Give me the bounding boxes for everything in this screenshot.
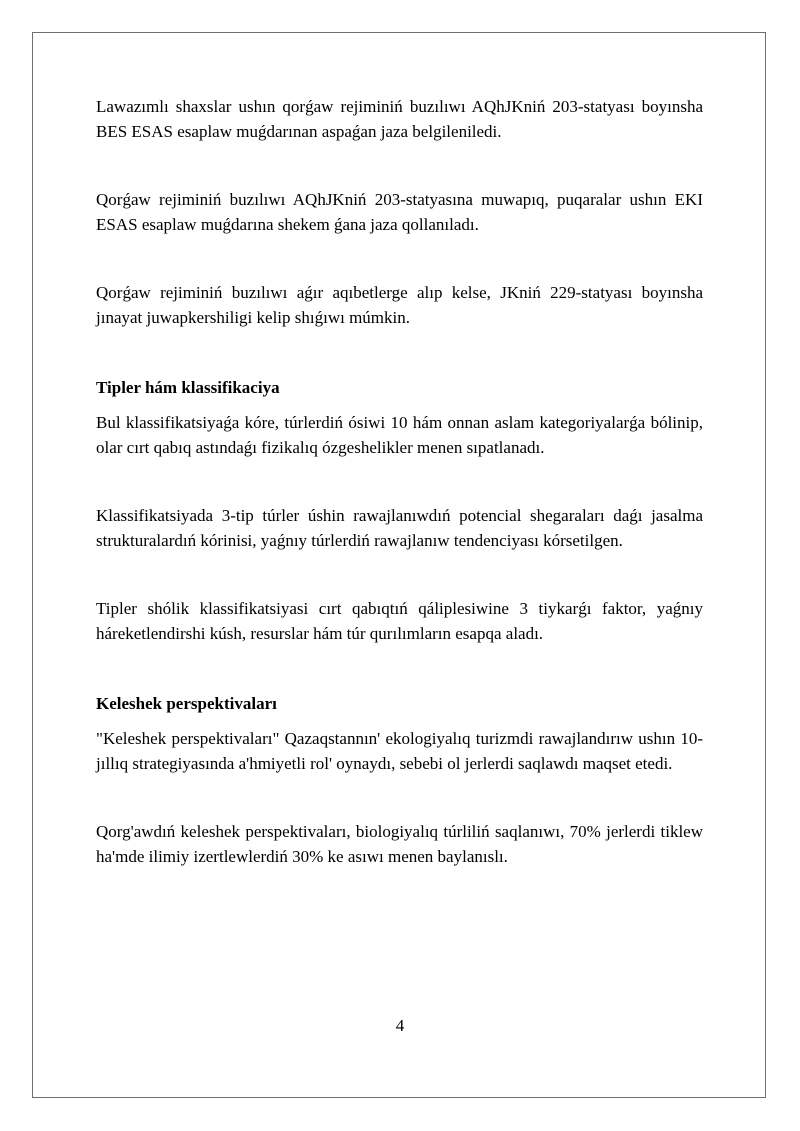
paragraph-8: Qorg'awdıń keleshek perspektivaları, biologiyalıq túrliliń saqlanıwı, 70% jerlerdi tiklew ha'mde ilimiy izertlewlerdiń 30% ke asıwı menen baylanıslı. <box>96 822 703 866</box>
paragraph-4: Bul klassifikatsiyaǵa kóre, túrlerdiń ósiwi 10 hám onnan aslam kategoriyalarǵa bólinip, olar cırt qabıq astındaǵı fizikalıq ózgeshelikler menen sıpatlanadı. <box>96 413 703 457</box>
section-heading-perspectives: Keleshek perspektivaları <box>96 694 277 713</box>
paragraph-6: Tipler shólik klassifikatsiyasi cırt qabıqtıń qáliplesiwine 3 tiykarǵı faktor, yaǵnıy háreketlendirshi kúsh, resurslar hám túr qurılımların esapqa aladı. <box>96 599 703 643</box>
paragraph-1: Lawazımlı shaxslar ushın qorǵaw rejiminiń buzılıwı AQhJKniń 203-statyası boyınsha BES ESAS esaplaw muǵdarınan aspaǵan jaza belgileniledi. <box>96 97 703 141</box>
section-heading-types: Tipler hám klassifikaciya <box>96 378 280 397</box>
paragraph-7: "Keleshek perspektivaları" Qazaqstannın' ekologiyalıq turizmdi rawajlandırıw ushın 10-jıllıq strategiyasında a'hmiyetli rol' oynaydı, sebebi ol jerlerdi saqlawdı maqset etedi. <box>96 729 703 773</box>
page-number: 4 <box>395 1016 405 1035</box>
paragraph-5: Klassifikatsiyada 3-tip túrler úshin rawajlanıwdıń potencial shegaraları daǵı jasalma strukturalardıń kórinisi, yaǵnıy túrlerdiń rawajlanıw tendenciyası kórsetilgen. <box>96 506 703 550</box>
paragraph-3: Qorǵaw rejiminiń buzılıwı aǵır aqıbetlerge alıp kelse, JKniń 229-statyası boyınsha jınayat juwapkershiligi kelip shıǵıwı múmkin. <box>96 283 703 327</box>
paragraph-2: Qorǵaw rejiminiń buzılıwı AQhJKniń 203-statyasına muwapıq, puqaralar ushın EKI ESAS esaplaw muǵdarına shekem ǵana jaza qollanıladı. <box>96 190 703 234</box>
document-body <box>96 94 703 869</box>
